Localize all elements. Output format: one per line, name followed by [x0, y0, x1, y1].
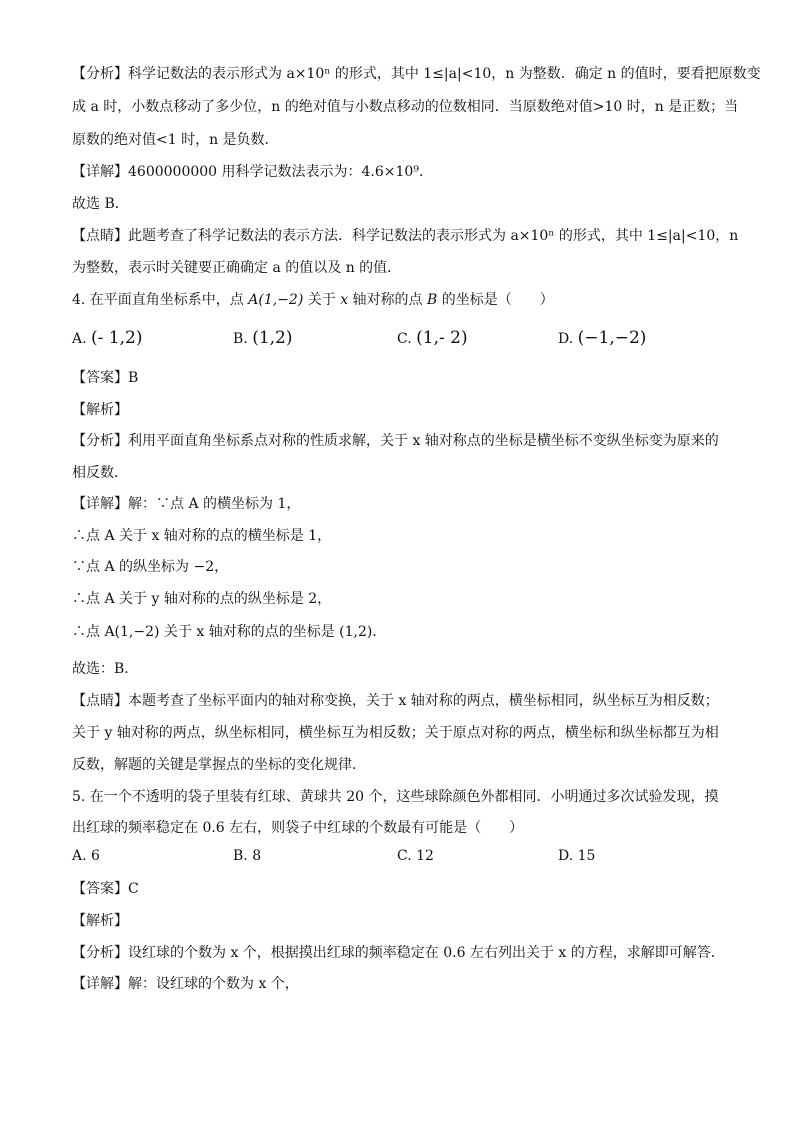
q5-options [72, 848, 732, 872]
q5-stem-line-2: 出红球的频率稳定在 0.6 左右，则袋子中红球的个数最有可能是（ ） [72, 820, 524, 836]
q3-detail: 【详解】4600000000 用科学记数法表示为：4.6×10⁹． [72, 164, 433, 180]
q3-analysis-line-1: 【分析】科学记数法的表示形式为 a×10ⁿ 的形式，其中 1≤|a|<10，n 为整数．确定 n 的值时，要看把原数变 [72, 66, 761, 82]
q4-point-a: A(1,−2) [248, 292, 304, 308]
q4-choice: 故选：B． [72, 661, 139, 677]
q4-option-c-value: (1,- 2) [416, 328, 468, 348]
q4-option-a-letter: A. [72, 331, 87, 347]
q4-analysis-line-1: 【分析】利用平面直角坐标系点对称的性质求解，关于 x 轴对称点的坐标是横坐标不变纵坐标变为原来的 [72, 433, 719, 449]
q4-point-b: B [427, 292, 438, 308]
q4-stem-part-a: 4. 在平面直角坐标系中，点 [72, 292, 249, 308]
q4-analysis-heading: 【解析】 [72, 402, 128, 418]
q4-option-c-letter: C. [397, 331, 412, 347]
q3-choice: 故选 B． [72, 196, 129, 212]
q5-option-b-value: 8 [252, 848, 262, 864]
q4-comment-line-1: 【点睛】本题考查了坐标平面内的轴对称变换，关于 x 轴对称的两点，横坐标相同，纵坐标互为相反数； [72, 693, 719, 709]
q4-options [72, 328, 732, 352]
q4-option-d-letter: D. [558, 331, 574, 347]
q4-option-d-value: (−1,−2) [577, 328, 647, 348]
q5-option-c [397, 848, 434, 864]
q4-detail-line-5: ∴点 A(1,−2) 关于 x 轴对称的点的坐标是 (1,2)． [72, 624, 387, 640]
q5-option-d-letter: D. [558, 848, 574, 864]
q5-analysis-line-1: 【分析】设红球的个数为 x 个，根据摸出红球的频率稳定在 0.6 左右列出关于 x 的方程，求解即可解答． [72, 945, 725, 961]
q4-detail-line-1: 【详解】解：∵点 A 的横坐标为 1， [72, 496, 301, 512]
q4-stem [72, 290, 732, 312]
q4-option-b-value: (1,2) [252, 328, 293, 348]
q5-option-c-value: 12 [416, 848, 434, 864]
q3-comment-line-2: 为整数，表示时关键要正确确定 a 的值以及 n 的值． [72, 260, 402, 276]
q5-option-d [558, 848, 595, 864]
q4-comment-line-2: 关于 y 轴对称的两点，纵坐标相同，横坐标互为相反数；关于原点对称的两点，横坐标和纵坐标都互为相 [72, 725, 719, 741]
q4-option-a-value: (- 1,2) [91, 328, 143, 348]
q5-detail-line-1: 【详解】解：设红球的个数为 x 个， [72, 976, 299, 992]
q4-option-c [397, 328, 468, 348]
q5-analysis-heading: 【解析】 [72, 913, 128, 929]
q3-comment-line-1: 【点睛】此题考查了科学记数法的表示方法．科学记数法的表示形式为 a×10ⁿ 的形式，其中 1≤|a|<10，n [72, 228, 739, 244]
q3-analysis-line-2: 成 a 时，小数点移动了多少位，n 的绝对值与小数点移动的位数相同．当原数绝对值>10 时，n 是正数；当 [72, 99, 739, 115]
q4-comment-line-3: 反数，解题的关键是掌握点的坐标的变化规律． [72, 757, 366, 773]
q4-detail-line-4: ∴点 A 关于 y 轴对称的点的纵坐标是 2， [72, 591, 332, 607]
q5-stem-line-1: 5. 在一个不透明的袋子里装有红球、黄球共 20 个，这些球除颜色外都相同．小明通过多次试验发现，摸 [72, 789, 719, 805]
q4-option-a [72, 328, 142, 348]
q5-option-a-letter: A. [72, 848, 87, 864]
q4-stem-part-b: 关于 [303, 292, 341, 308]
q5-option-a-value: 6 [91, 848, 100, 864]
q4-stem-part-d: 的坐标是（ ） [437, 292, 554, 308]
q4-answer: 【答案】B [72, 370, 139, 386]
q5-option-a [72, 848, 100, 864]
q4-option-b-letter: B. [233, 331, 248, 347]
q4-detail-line-2: ∴点 A 关于 x 轴对称的点的横坐标是 1， [72, 528, 332, 544]
q5-option-d-value: 15 [577, 848, 596, 864]
q5-option-c-letter: C. [397, 848, 412, 864]
q5-option-b [233, 848, 261, 864]
q5-option-b-letter: B. [233, 848, 248, 864]
q4-detail-line-3: ∵点 A 的纵坐标为 −2， [72, 559, 229, 575]
q3-analysis-line-3: 原数的绝对值<1 时，n 是负数． [72, 132, 279, 148]
q4-option-b [233, 328, 293, 348]
q4-stem-part-c: 轴对称的点 [348, 292, 428, 308]
q4-option-d [558, 328, 646, 348]
q5-answer: 【答案】C [72, 881, 139, 897]
q4-analysis-line-2: 相反数． [72, 465, 128, 481]
q4-axis: x [340, 292, 349, 308]
